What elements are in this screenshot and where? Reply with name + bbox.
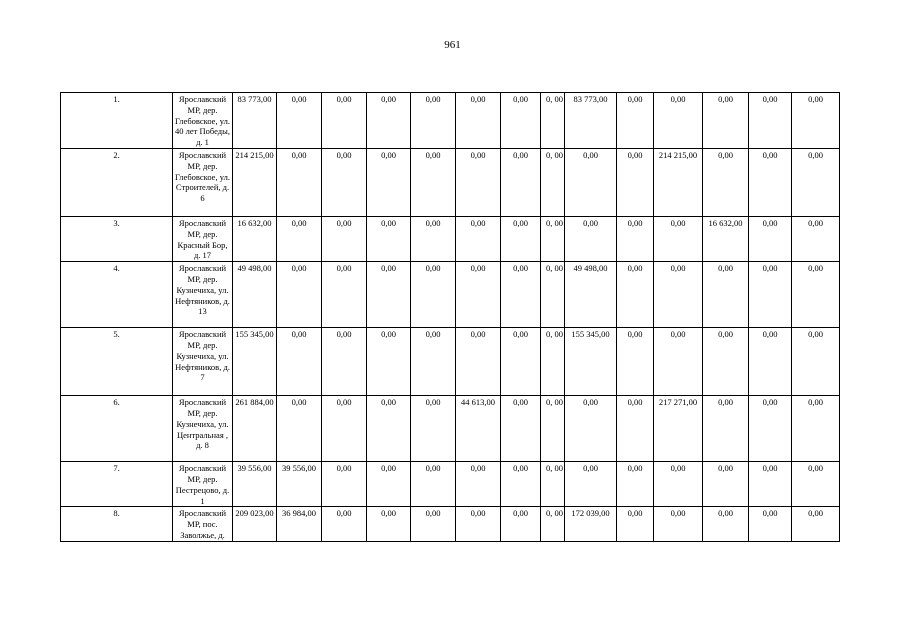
amount-cell: 0,00 [617,396,654,462]
amount-cell: 0,00 [792,328,840,396]
amount-cell: 0,00 [322,262,367,328]
amount-cell: 0,00 [501,262,541,328]
amount-cell: 39 556,00 [277,462,322,507]
amount-cell: 214 215,00 [654,149,703,217]
amount-cell: 0,00 [367,328,411,396]
amount-cell: 0,00 [367,149,411,217]
amount-cell: 0,00 [565,396,617,462]
amount-cell: 0,00 [654,262,703,328]
table-row [61,462,840,507]
amount-cell: 0,00 [654,462,703,507]
amount-cell: 0,00 [367,93,411,149]
row-number: 5. [61,328,173,396]
address-cell: Ярославский МР, дер. Кузнечиха, ул. Нефтяников, д. 7 [173,328,233,396]
table-row [61,149,840,217]
amount-cell: 0,00 [749,262,792,328]
amount-cell: 0, 00 [541,462,565,507]
amount-cell: 39 556,00 [233,462,277,507]
amount-cell: 0,00 [749,507,792,542]
table-row [61,507,840,542]
amount-cell: 0,00 [703,262,749,328]
amount-cell: 0,00 [792,217,840,262]
amount-cell: 0, 00 [541,328,565,396]
amount-cell: 0,00 [565,217,617,262]
amount-cell: 0,00 [703,328,749,396]
amount-cell: 0, 00 [541,217,565,262]
amount-cell: 0,00 [654,328,703,396]
amount-cell: 0,00 [322,149,367,217]
amount-cell: 209 023,00 [233,507,277,542]
table-body [61,93,840,542]
amount-cell: 0,00 [411,328,456,396]
amount-cell: 0,00 [322,396,367,462]
address-cell: Ярославский МР, дер. Глебовское, ул. 40 лет Победы, д. 1 [173,93,233,149]
amount-cell: 0,00 [703,93,749,149]
amount-cell: 83 773,00 [565,93,617,149]
amount-cell: 155 345,00 [233,328,277,396]
amount-cell: 0,00 [617,262,654,328]
amount-cell: 0,00 [277,93,322,149]
table-row [61,328,840,396]
amount-cell: 0,00 [456,93,501,149]
amount-cell: 0,00 [411,262,456,328]
amount-cell: 0,00 [277,328,322,396]
amount-cell: 0,00 [456,328,501,396]
amount-cell: 16 632,00 [703,217,749,262]
row-number: 1. [61,93,173,149]
amount-cell: 0,00 [411,93,456,149]
row-number: 2. [61,149,173,217]
amount-cell: 0,00 [322,462,367,507]
data-table [60,92,840,542]
table-row [61,93,840,149]
amount-cell: 0,00 [411,507,456,542]
amount-cell: 0,00 [617,328,654,396]
amount-cell: 0,00 [456,462,501,507]
address-cell: Ярославский МР, дер. Глебовское, ул. Строителей, д. 6 [173,149,233,217]
amount-cell: 0,00 [565,462,617,507]
amount-cell: 261 884,00 [233,396,277,462]
amount-cell: 0,00 [749,217,792,262]
amount-cell: 0,00 [367,507,411,542]
amount-cell: 0,00 [322,93,367,149]
amount-cell: 155 345,00 [565,328,617,396]
amount-cell: 0,00 [749,462,792,507]
amount-cell: 0,00 [703,507,749,542]
table-row [61,262,840,328]
amount-cell: 0,00 [749,328,792,396]
address-cell: Ярославский МР, пос. Заволжье, д. [173,507,233,542]
amount-cell: 0,00 [501,462,541,507]
amount-cell: 44 613,00 [456,396,501,462]
amount-cell: 0,00 [617,93,654,149]
amount-cell: 0,00 [792,507,840,542]
amount-cell: 0,00 [617,217,654,262]
amount-cell: 0,00 [411,396,456,462]
table-row [61,217,840,262]
amount-cell: 0,00 [703,149,749,217]
row-number: 6. [61,396,173,462]
page-number: 961 [444,39,461,51]
amount-cell: 0,00 [277,262,322,328]
amount-cell: 217 271,00 [654,396,703,462]
amount-cell: 0,00 [792,93,840,149]
amount-cell: 36 984,00 [277,507,322,542]
address-cell: Ярославский МР, дер. Кузнечиха, ул. Нефтяников, д. 13 [173,262,233,328]
amount-cell: 0,00 [792,149,840,217]
amount-cell: 49 498,00 [565,262,617,328]
amount-cell: 0, 00 [541,149,565,217]
amount-cell: 0,00 [749,396,792,462]
amount-cell: 0,00 [501,149,541,217]
amount-cell: 0,00 [411,462,456,507]
amount-cell: 0,00 [617,462,654,507]
amount-cell: 214 215,00 [233,149,277,217]
amount-cell: 0,00 [501,93,541,149]
amount-cell: 0,00 [367,262,411,328]
amount-cell: 0,00 [749,149,792,217]
amount-cell: 0,00 [792,396,840,462]
amount-cell: 0,00 [277,217,322,262]
amount-cell: 0,00 [617,149,654,217]
amount-cell: 0,00 [456,507,501,542]
amount-cell: 0,00 [277,149,322,217]
amount-cell: 0,00 [411,149,456,217]
amount-cell: 0,00 [322,328,367,396]
amount-cell: 0,00 [411,217,456,262]
row-number: 8. [61,507,173,542]
amount-cell: 0, 00 [541,507,565,542]
address-cell: Ярославский МР, дер. Пестрецово, д. 1 [173,462,233,507]
address-cell: Ярославский МР, дер. Кузнечиха, ул. Центральная , д. 8 [173,396,233,462]
amount-cell: 172 039,00 [565,507,617,542]
row-number: 3. [61,217,173,262]
amount-cell: 0,00 [654,507,703,542]
amount-cell: 0,00 [501,328,541,396]
amount-cell: 0,00 [792,462,840,507]
amount-cell: 0,00 [277,396,322,462]
amount-cell: 0,00 [501,396,541,462]
amount-cell: 0, 00 [541,262,565,328]
amount-cell: 0,00 [565,149,617,217]
amount-cell: 0,00 [501,507,541,542]
amount-cell: 0,00 [501,217,541,262]
amount-cell: 0,00 [792,262,840,328]
amount-cell: 0,00 [322,217,367,262]
table-row [61,396,840,462]
amount-cell: 83 773,00 [233,93,277,149]
row-number: 4. [61,262,173,328]
amount-cell: 0, 00 [541,93,565,149]
amount-cell: 0,00 [654,217,703,262]
amount-cell: 16 632,00 [233,217,277,262]
amount-cell: 0,00 [703,462,749,507]
amount-cell: 0,00 [456,217,501,262]
amount-cell: 0,00 [456,149,501,217]
amount-cell: 0,00 [322,507,367,542]
amount-cell: 0,00 [654,93,703,149]
amount-cell: 0,00 [367,217,411,262]
amount-cell: 0,00 [367,462,411,507]
amount-cell: 0,00 [749,93,792,149]
amount-cell: 0,00 [367,396,411,462]
amount-cell: 0,00 [456,262,501,328]
amount-cell: 0, 00 [541,396,565,462]
amount-cell: 0,00 [617,507,654,542]
address-cell: Ярославский МР, дер. Красный Бор, д. 17 [173,217,233,262]
amount-cell: 0,00 [703,396,749,462]
amount-cell: 49 498,00 [233,262,277,328]
row-number: 7. [61,462,173,507]
